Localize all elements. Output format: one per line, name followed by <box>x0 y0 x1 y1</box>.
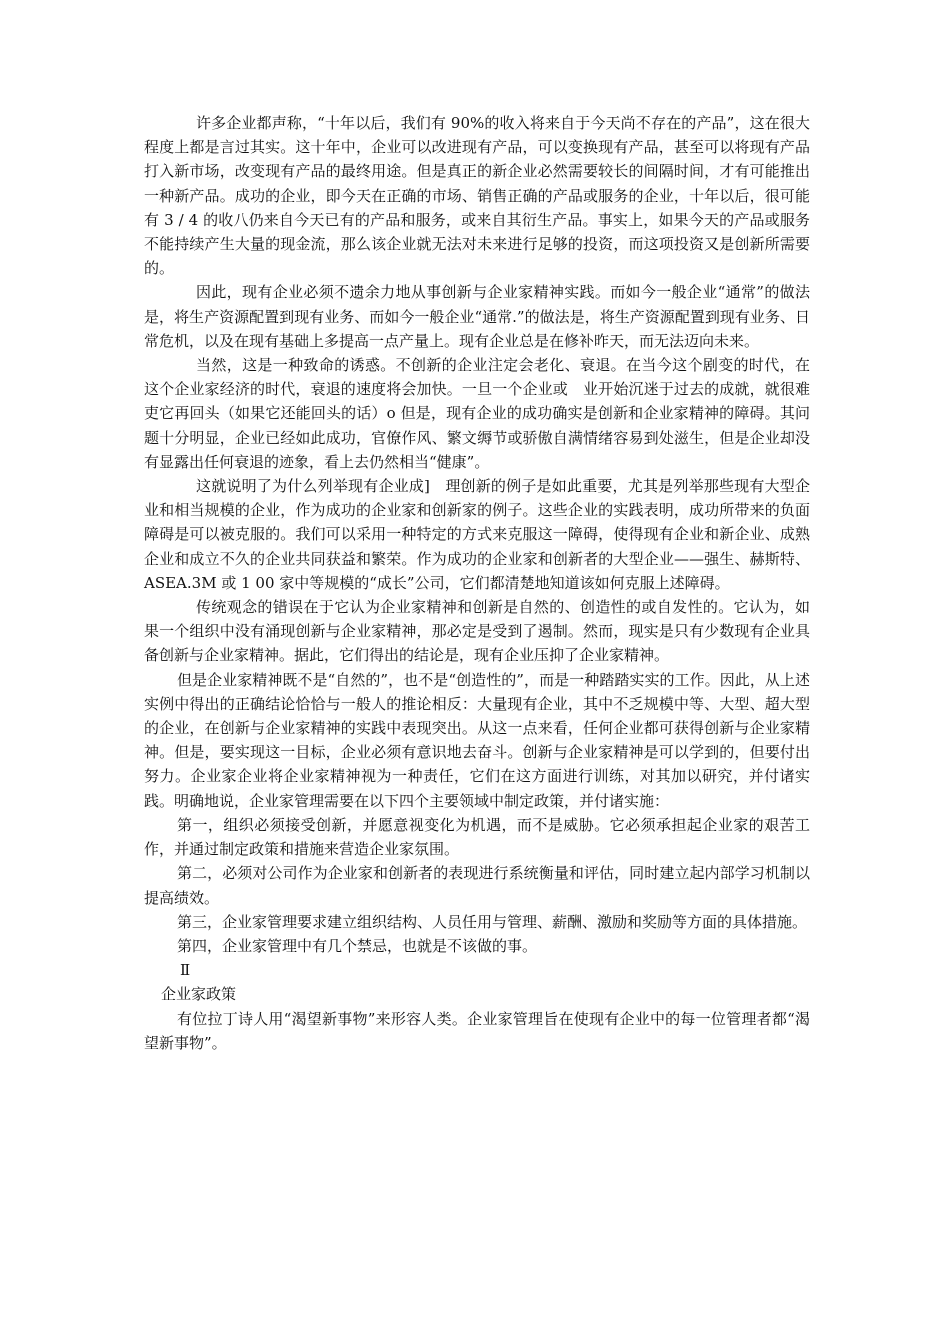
paragraph-5: 传统观念的错误在于它认为企业家精神和创新是自然的、创造性的或自发性的。它认为，如果一个组织中没有涌现创新与企业家精神，那必定是受到了遏制。然而，现实是只有少数现有企业具备创新与企业家精神。据此，它们得出的结论是，现有企业压抑了企业家精神。 <box>144 598 810 665</box>
paragraph-6: 但是企业家精神既不是“自然的”，也不是“创造性的”，而是一种踏踏实实的工作。因此，从上述实例中得出的正确结论恰恰与一般人的推论相反：大量现有企业，其中不乏规模中等、大型、超大型的企业，在创新与企业家精神的实践中表现突出。从这一点来看，任何企业都可获得创新与企业家精神。但是，要实现这一目标，企业必须有意识地去奋斗。创新与企业家精神是可以学到的，但要付出努力。企业家企业将企业家精神视为一种责任，它们在这方面进行训练，对其加以研究，并付诸实践。明确地说，企业家管理需要在以下四个主要领域中制定政策，并付诸实施： <box>144 670 810 810</box>
paragraph-8: 第二，必须对公司作为企业家和创新者的表现进行系统衡量和评估，同时建立起内部学习机制以提高绩效。 <box>144 864 810 907</box>
paragraph-3: 当然，这是一种致命的诱惑。不创新的企业注定会老化、衰退。在当今这个剧变的时代，在这个企业家经济的时代，衰退的速度将会加快。一旦一个企业或 业开始沉迷于过去的成就，就很难吏它再回头（如果它还能回头的话）o 但是，现有企业的成功确实是创新和企业家精神的障碍。其问题十分明显，企业已经如此成功，官僚作风、繁文缛节或骄傲自满情绪容易到处滋生，但是企业却没有显露出任何衰退的迹象，看上去仍然相当“健康”。 <box>144 356 810 471</box>
paragraph-9: 第三，企业家管理要求建立组织结构、人员任用与管理、薪酬、激励和奖励等方面的具体措施。 <box>177 912 808 931</box>
closing-paragraph: 有位拉丁诗人用“渴望新事物”来形容人类。企业家管理旨在使现有企业中的每一位管理者都“渴望新事物”。 <box>144 1009 810 1052</box>
document-page <box>144 111 810 1055</box>
paragraph-1: 许多企业都声称，“十年以后，我们有 90%的收入将来自于今天尚不存在的产品”，这在很大程度上都是言过其实。这十年中，企业可以改进现有产品，可以变换现有产品，甚至可以将现有产品打入新市场，改变现有产品的最终用途。但是真正的新企业必然需要较长的间隔时间，才有可能推出一种新产品。成功的企业，即今天在正确的市场、销售正确的产品或服务的企业，十年以后，很可能有 3 / 4 的收八仍来自今天已有的产品和服务，或来自其衍生产品。事实上，如果今天的产品或服务不能持续产生大量的现金流，那么该企业就无法对未来进行足够的投资，而这项投资又是创新所需要的。 <box>144 114 810 278</box>
section-title: 企业家政策 <box>161 985 237 1004</box>
paragraph-2: 因此，现有企业必须不遗余力地从事创新与企业家精神实践。而如今一般企业“通常”的做法是，将生产资源配置到现有业务、而如今一般企业“通常.”的做法是，将生产资源配置到现有业务、日常危机，以及在现有基础上多提高一点产量上。现有企业总是在修补昨天，而无法迈向未来。 <box>144 283 810 350</box>
paragraph-10: 第四，企业家管理中有几个禁忌，也就是不该做的事。 <box>177 936 538 955</box>
section-number: Ⅱ <box>180 961 191 980</box>
paragraph-4: 这就说明了为什么列举现有企业成] 理创新的例子是如此重要，尤其是列举那些现有大型企业和相当规模的企业，作为成功的企业家和创新家的例子。这些企业的实践表明，成功所带来的负面障碍是可以被克服的。我们可以采用一种特定的方式来克服这一障碍，使得现有企业和新企业、成熟企业和成立不久的企业共同获益和繁荣。作为成功的企业家和创新者的大型企业——强生、赫斯特、ASEA.3M 或 1 00 家中等规模的“成长”公司，它们都清楚地知道该如何克服上述障碍。 <box>144 477 810 592</box>
paragraph-7: 第一，组织必须接受创新，并愿意视变化为机遇，而不是威胁。它必须承担起企业家的艰苦工作，并通过制定政策和措施来营造企业家氛围。 <box>144 815 810 859</box>
